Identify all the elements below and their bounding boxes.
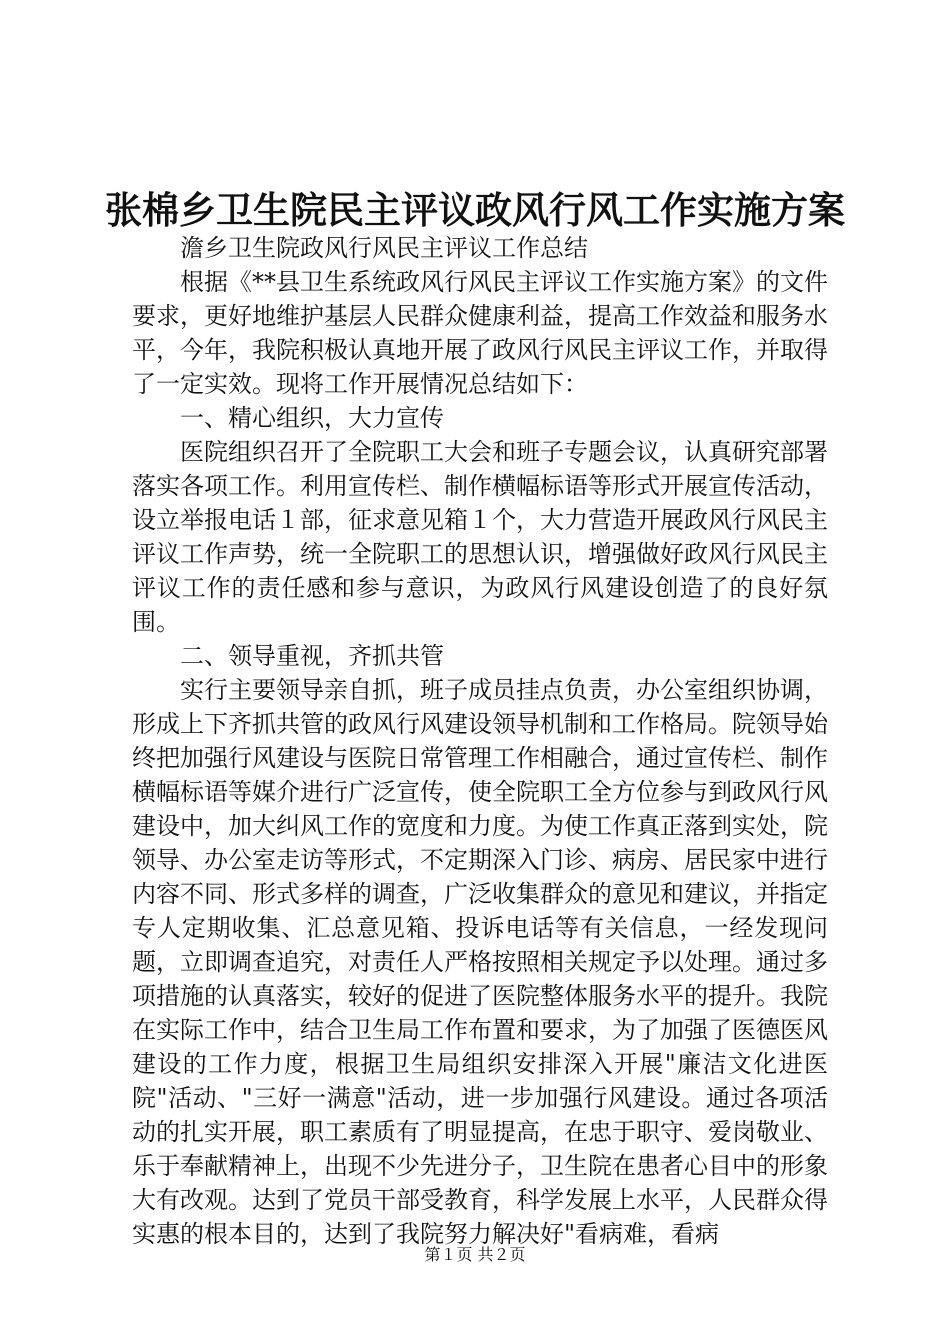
- document-title: 张棉乡卫生院民主评议政风行风工作实施方案: [105, 189, 845, 232]
- document-body: [132, 231, 828, 1251]
- section-2-paragraph: 实行主要领导亲自抓，班子成员挂点负责，办公室组织协调，形成上下齐抓共管的政风行风建设领导机制和工作格局。院领导始终把加强行风建设与医院日常管理工作相融合，通过宣传栏、制作横幅标语等媒介进行广泛宣传，使全院职工全方位参与到政风行风建设中，加大纠风工作的宽度和力度。为使工作真正落到实处，院领导、办公室走访等形式，不定期深入门诊、病房、居民家中进行内容不同、形式多样的调查，广泛收集群众的意见和建议，并指定专人定期收集、汇总意见箱、投诉电话等有关信息，一经发现问题，立即调查追究，对责任人严格按照相关规定予以处理。通过多项措施的认真落实，较好的促进了医院整体服务水平的提升。我院在实际工作中，结合卫生局工作布置和要求，为了加强了医德医风建设的工作力度，根据卫生局组织安排深入开展"廉洁文化进医院"活动、"三好一满意"活动，进一步加强行风建设。通过各项活动的扎实开展，职工素质有了明显提高，在忠于职守、爱岗敬业、乐于奉献精神上，出现不少先进分子，卫生院在患者心目中的形象大有改观。达到了党员干部受教育，科学发展上水平，人民群众得实惠的根本目的，达到了我院努力解决好"看病难，看病: [132, 676, 828, 1248]
- intro-paragraph: 根据《**县卫生系统政风行风民主评议工作实施方案》的文件要求，更好地维护基层人民群众健康利益，提高工作效益和服务水平，今年，我院积极认真地开展了政风行风民主评议工作，并取得了一定实效。现将工作开展情况总结如下：: [132, 268, 828, 398]
- subtitle-paragraph: 澹乡卫生院政风行风民主评议工作总结: [180, 234, 588, 262]
- page-footer: 第１页 共２页: [424, 1245, 526, 1264]
- section-1-paragraph: 医院组织召开了全院职工大会和班子专题会议，认真研究部署落实各项工作。利用宣传栏、制作横幅标语等形式开展宣传活动，设立举报电话１部，征求意见箱１个，大力营造开展政风行风民主评议工作声势，统一全院职工的思想认识，增强做好政风行风民主评议工作的责任感和参与意识，为政风行风建设创造了的良好氛围。: [132, 438, 828, 636]
- section-heading-2: 二、领导重视，齐抓共管: [180, 642, 444, 670]
- section-heading-1: 一、精心组织，大力宣传: [180, 404, 444, 432]
